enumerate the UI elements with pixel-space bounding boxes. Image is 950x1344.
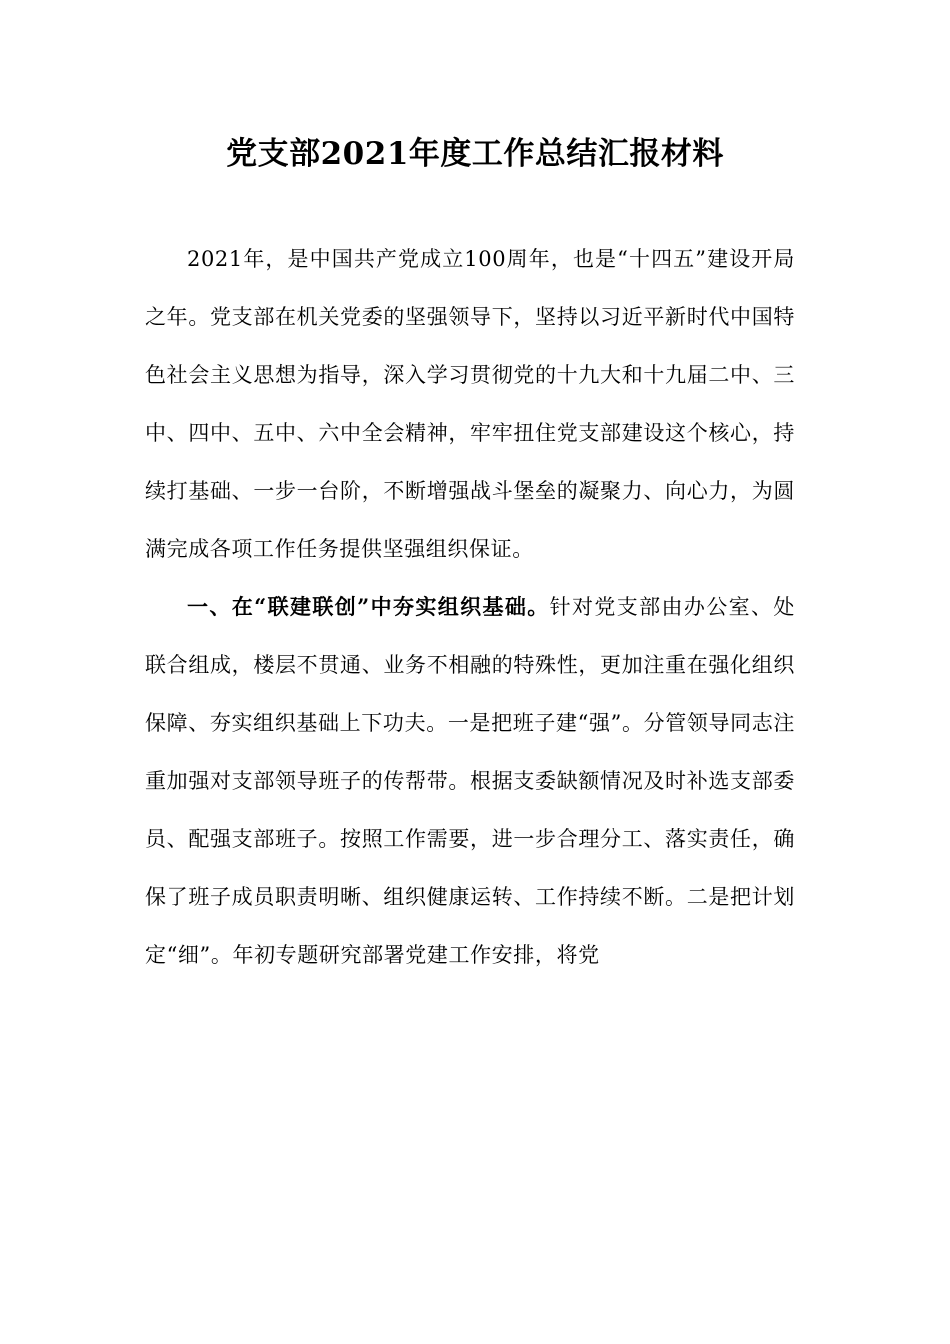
intro-paragraph-text: 2021年，是中国共产党成立100周年，也是“十四五”建设开局之年。党支部在机关党委的坚强领导下，坚持以习近平新时代中国特色社会主义思想为指导，深入学习贯彻党的十九大和十九届二中、三中、四中、五中、六中全会精神，牢牢扭住党支部建设这个核心，持续打基础、一步一台阶，不断增强战斗堡垒的凝聚力、向心力，为圆满完成各项工作任务提供坚强组织保证。 [145,247,795,561]
intro-paragraph [145,230,795,578]
section-one-paragraph [145,578,795,984]
document-body [145,230,795,984]
document-title: 党支部2021年度工作总结汇报材料 [226,136,724,172]
section-one-heading: 一、在“联建联创”中夯实组织基础。 [187,594,550,619]
section-one-text: 针对党支部由办公室、处联合组成，楼层不贯通、业务不相融的特殊性，更加注重在强化组织保障、夯实组织基础上下功夫。一是把班子建“强”。分管领导同志注重加强对支部领导班子的传帮带。根据支委缺额情况及时补选支部委员、配强支部班子。按照工作需要，进一步合理分工、落实责任，确保了班子成员职责明晰、组织健康运转、工作持续不断。二是把计划定“细”。年初专题研究部署党建工作安排，将党 [145,595,795,967]
